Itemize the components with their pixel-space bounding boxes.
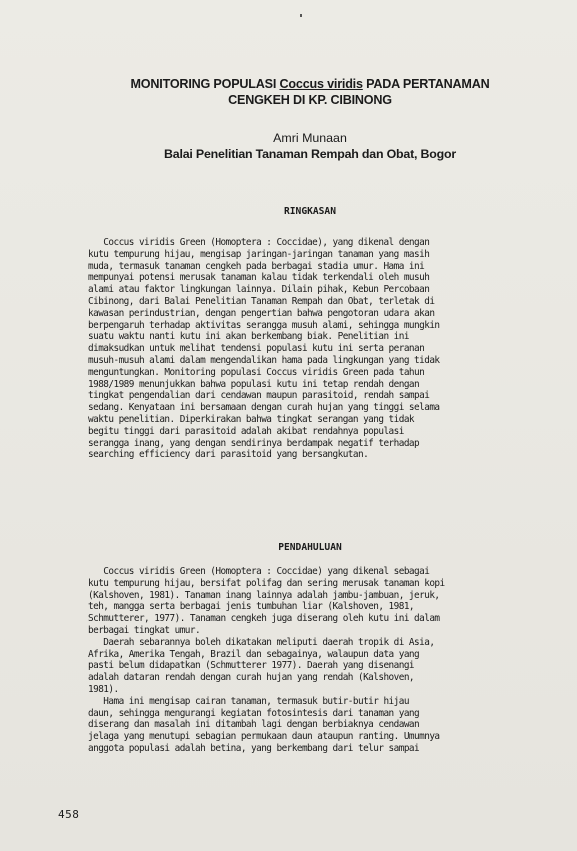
text-line: begitu tinggi dari parasitoid adalah akibat rendahnya populasi: [88, 425, 404, 437]
text-line: sedang. Kenyataan ini bersamaan dengan curah hujan yang tinggi selama: [88, 402, 440, 414]
scan-mark: [300, 14, 302, 17]
text-line: serangga inang, yang dengan sendirinya berdampak negatif terhadap: [88, 437, 420, 449]
text-line: Coccus viridis Green (Homoptera : Coccidae) yang dikenal sebagai: [88, 566, 430, 577]
text-line: kutu tempurung hijau, mengisap jaringan-jaringan tanaman yang masih: [88, 248, 430, 260]
abstract-heading: RINGKASAN: [284, 206, 336, 217]
text-line: Hama ini mengisap cairan tanaman, termasuk butir-butir hijau: [88, 695, 409, 707]
text-line: dimaksudkan untuk melihat tendensi populasi kutu ini serta peranan: [88, 343, 425, 355]
text-line: muda, termasuk tanaman cengkeh pada berbagai stadia umur. Hama ini: [88, 260, 425, 272]
text-line: Coccus viridis Green (Homoptera : Coccidae), yang dikenal dengan: [88, 237, 430, 248]
text-line: mempunyai potensi merusak tanaman kalau tidak terkendali oleh musuh: [88, 272, 430, 284]
text-line: Cibinong, dari Balai Penelitian Tanaman Rempah dan Obat, terletak di: [88, 295, 435, 307]
text-line: 1981).: [88, 683, 119, 695]
text-line: tingkat pengendalian dari cendawan maupun parasitoid, rendah sampai: [88, 390, 430, 402]
text-line: berbagai tingkat umur.: [88, 624, 201, 636]
paper-title: [60, 76, 560, 108]
text-line: kawasan perindustrian, dengan pengertian bahwa pengotoran udara akan: [88, 307, 435, 319]
text-line: 1988/1989 menunjukkan bahwa populasi kutu ini tetap rendah dengan: [88, 378, 420, 390]
introduction-heading: PENDAHULUAN: [278, 542, 342, 553]
text-line: musuh-musuh alami dalam mengendalikan hama pada lingkungan yang tidak: [88, 354, 440, 366]
title-line2: CENGKEH DI KP. CIBINONG: [228, 93, 392, 107]
text-line: pasti belum didapatkan (Schmutterer 1977). Daerah yang disenangi: [88, 660, 415, 672]
text-line: suatu waktu nanti kutu ini akan berkembang biak. Penelitian ini: [88, 331, 409, 343]
text-line: alami atau faktor lingkungan lainnya. Dilain pihak, Kebun Percobaan: [88, 284, 430, 296]
text-line: waktu penelitian. Diperkirakan bahwa tingkat serangan yang tidak: [88, 413, 415, 425]
author-affiliation: Balai Penelitian Tanaman Rempah dan Obat, Bogor: [164, 147, 456, 161]
text-line: diserang dan masalah ini ditambah lagi dengan berbiaknya cendawan: [88, 719, 420, 731]
text-line: kutu tempurung hijau, bersifat polifag dan sering merusak tanaman kopi: [88, 577, 445, 589]
page-number: 458: [58, 808, 80, 821]
introduction-body: [88, 566, 568, 755]
text-line: jelaga yang menutupi sebagian permukaan daun ataupun ranting. Umumnya: [88, 731, 440, 743]
title-line1-prefix: MONITORING POPULASI: [130, 77, 280, 91]
text-line: teh, mangga serta berbagai jenis tumbuhan liar (Kalshoven, 1981,: [88, 601, 415, 613]
text-line: (Kalshoven, 1981). Tanaman inang lainnya adalah jambu-jambuan, jeruk,: [88, 589, 440, 601]
text-line: searching efficiency dari parasitoid yang bersangkutan.: [88, 449, 369, 461]
title-species: Coccus viridis: [279, 77, 363, 91]
text-line: Afrika, Amerika Tengah, Brazil dan sebagainya, walaupun data yang: [88, 648, 420, 660]
text-line: menguntungkan. Monitoring populasi Coccus viridis Green pada tahun: [88, 366, 425, 378]
author-name: Amri Munaan: [273, 131, 347, 145]
title-line1-suffix: PADA PERTANAMAN: [362, 77, 490, 91]
text-line: berpengaruh terhadap aktivitas serangga musuh alami, sehingga mungkin: [88, 319, 440, 331]
abstract-body: [88, 237, 568, 461]
text-line: daun, sehingga mengurangi kegiatan fotosintesis dari tanaman yang: [88, 707, 420, 719]
text-line: Daerah sebarannya boleh dikatakan meliputi daerah tropik di Asia,: [88, 636, 435, 648]
text-line: anggota populasi adalah betina, yang berkembang dari telur sampai: [88, 742, 420, 754]
text-line: adalah dataran rendah dengan curah hujan yang rendah (Kalshoven,: [88, 672, 415, 684]
text-line: Schmutterer, 1977). Tanaman cengkeh juga diserang oleh kutu ini dalam: [88, 613, 440, 625]
